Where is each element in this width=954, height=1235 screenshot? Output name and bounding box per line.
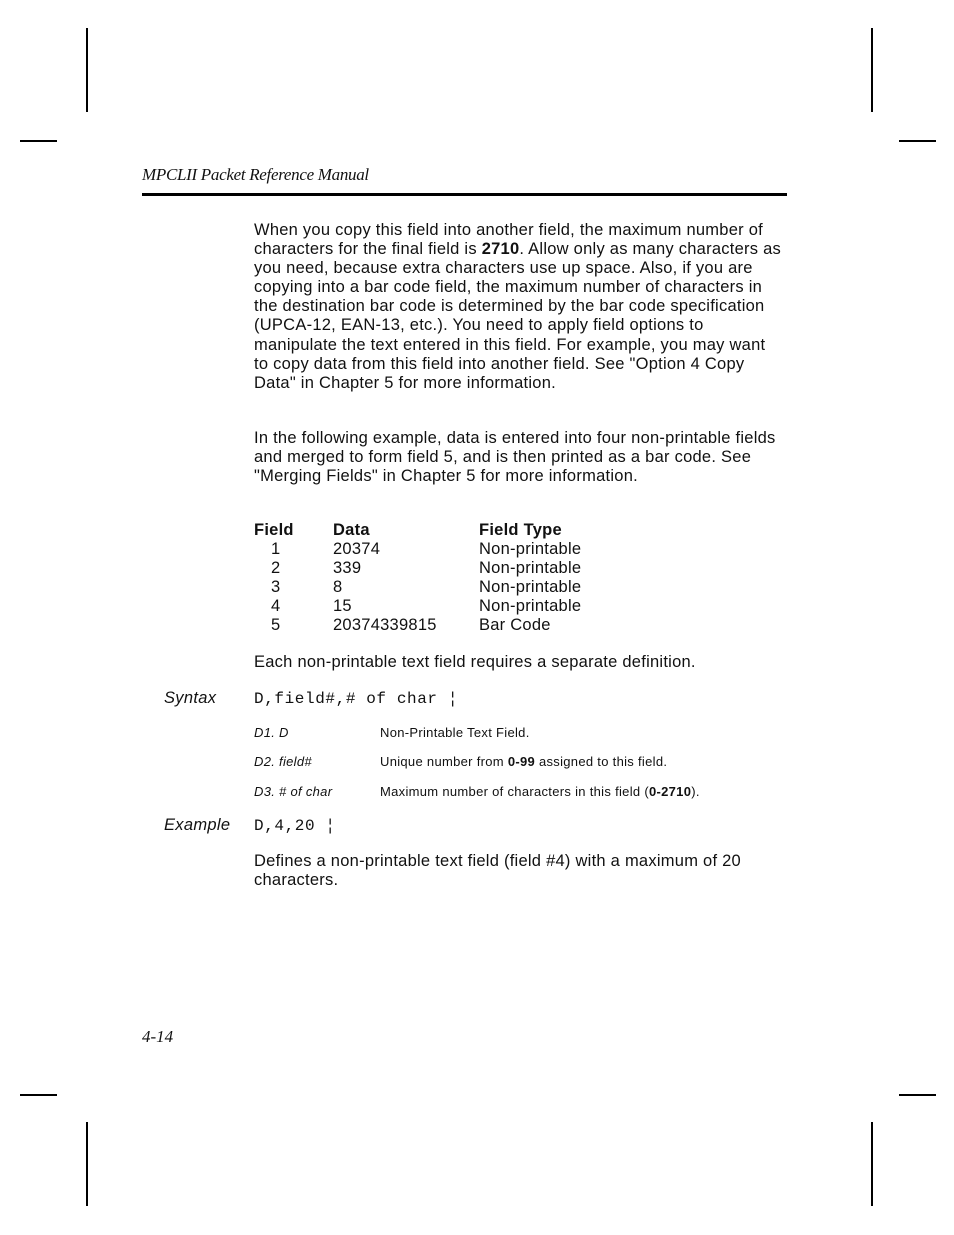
- cell-field: 3: [271, 578, 281, 597]
- param-desc-text-end: ).: [691, 784, 700, 799]
- cell-type: Non-printable: [479, 578, 582, 597]
- page-number: 4-14: [142, 1027, 174, 1046]
- syntax-label: Syntax: [164, 689, 217, 707]
- definition-note: Each non-printable text field requires a separate definition.: [254, 653, 696, 671]
- param-desc: [380, 784, 700, 799]
- cell-field: 4: [271, 597, 281, 616]
- header-rule: [142, 193, 787, 196]
- cell-data: 20374: [333, 540, 381, 559]
- example-code: D,4,20 ¦: [254, 817, 336, 835]
- crop-mark-top-right-horizontal: [899, 140, 936, 142]
- table-row: [254, 597, 679, 616]
- crop-mark-bottom-right-vertical: [871, 1122, 873, 1206]
- cell-type: Bar Code: [479, 616, 551, 635]
- cell-data: 8: [333, 578, 343, 597]
- field-table: [254, 521, 679, 636]
- intro-paragraph-1: [254, 221, 784, 393]
- cell-type: Non-printable: [479, 559, 582, 578]
- running-header: MPCLII Packet Reference Manual: [142, 165, 369, 184]
- cell-data: 20374339815: [333, 616, 437, 635]
- max-chars-value: 2710: [481, 240, 520, 259]
- param-desc-text: Non-Printable Text Field.: [380, 725, 530, 740]
- cell-data: 339: [333, 559, 362, 578]
- example-label: Example: [164, 816, 231, 834]
- crop-mark-bottom-left-vertical: [86, 1122, 88, 1206]
- header-data: Data: [333, 521, 370, 539]
- cell-field: 2: [271, 559, 281, 578]
- param-name: D2. field#: [254, 754, 312, 769]
- param-desc-bold: 0-2710: [648, 784, 692, 799]
- crop-mark-top-left-horizontal: [20, 140, 57, 142]
- crop-mark-bottom-left-horizontal: [20, 1094, 57, 1096]
- param-d3: [254, 784, 700, 799]
- intro-text-b: . Allow only as many characters as you need, because extra characters use up space. Also, if you are copying into a bar code field, the maximum number of characters in the destination bar code is determined by the bar code specification (UPCA-12, EAN-13, etc.). You need to apply field options to manipulate the text entered in this field. For example, you may want to copy data from this field into another field. See "Option 4 Copy Data" in Chapter 5 for more information.: [254, 240, 782, 392]
- header-field-type: Field Type: [479, 521, 562, 539]
- param-desc-text-end: assigned to this field.: [535, 754, 668, 769]
- param-desc: [380, 725, 530, 740]
- param-desc-text: Maximum number of characters in this field (: [380, 784, 649, 799]
- crop-mark-bottom-right-horizontal: [899, 1094, 936, 1096]
- header-field: Field: [254, 521, 294, 539]
- example-description: Defines a non-printable text field (field #4) with a maximum of 20 characters.: [254, 852, 741, 890]
- param-d1: [254, 725, 530, 740]
- table-row: [254, 616, 679, 635]
- param-desc: [380, 754, 667, 769]
- syntax-code: D,field#,# of char ¦: [254, 690, 459, 708]
- table-row: [254, 540, 679, 559]
- param-name: D3. # of char: [254, 784, 333, 799]
- table-row: [254, 578, 679, 597]
- field-table-header: [254, 521, 679, 540]
- crop-mark-top-right-vertical: [871, 28, 873, 112]
- cell-field: 5: [271, 616, 281, 635]
- table-row: [254, 559, 679, 578]
- param-desc-text: Unique number from: [380, 754, 508, 769]
- intro-text-a: When you copy this field into another field, the maximum number of characters for the final field is: [254, 221, 763, 259]
- cell-field: 1: [271, 540, 281, 559]
- cell-data: 15: [333, 597, 352, 616]
- cell-type: Non-printable: [479, 597, 582, 616]
- param-desc-bold: 0-99: [507, 754, 536, 769]
- crop-mark-top-left-vertical: [86, 28, 88, 112]
- param-name: D1. D: [254, 725, 289, 740]
- intro-paragraph-2: In the following example, data is entered into four non-printable fields and merged to form field 5, and is then printed as a bar code. See "Merging Fields" in Chapter 5 for more information.: [254, 429, 776, 486]
- param-d2: [254, 754, 667, 769]
- cell-type: Non-printable: [479, 540, 582, 559]
